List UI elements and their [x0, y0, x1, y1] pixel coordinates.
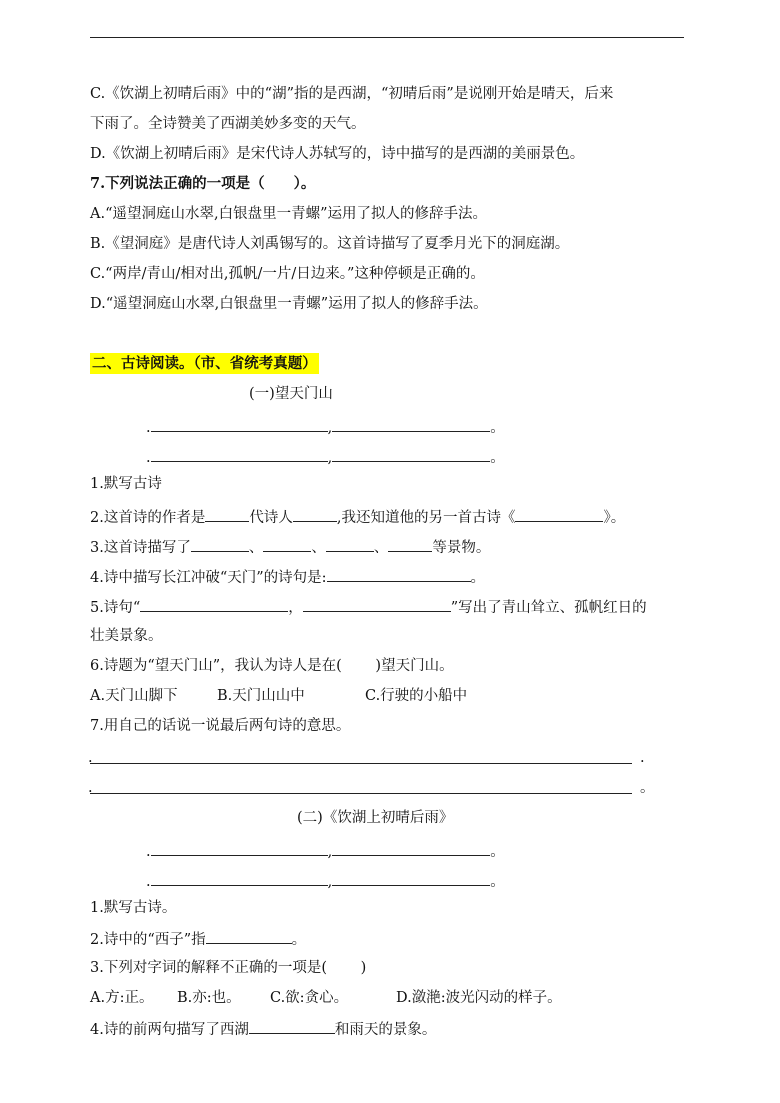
q7-option-c: C.“两岸/青山/相对出,孤帆/一片/日边来。”这种停顿是正确的。: [90, 266, 485, 282]
q4-text-b: 和雨天的景象。: [334, 1022, 437, 1038]
answer-blank[interactable]: [332, 840, 490, 856]
q3-option-b: B.亦:也。: [177, 990, 241, 1006]
answer-blank[interactable]: [206, 928, 292, 944]
answer-blank[interactable]: [332, 416, 490, 432]
comma: ,: [327, 450, 333, 466]
poem1-q3: 3.这首诗描写了 、 、 、 等景物。: [90, 536, 490, 558]
answer-line[interactable]: [90, 793, 632, 794]
comma: ,: [327, 874, 333, 890]
answer-blank[interactable]: [332, 870, 490, 886]
section-heading-text: 二、古诗阅读。（市、省统考真题）: [92, 355, 317, 372]
option-c-line1: C.《饮湖上初晴后雨》中的“湖”指的是西湖，“初晴后雨”是说刚开始是晴天，后来: [90, 86, 614, 102]
period: 。: [490, 450, 505, 466]
poem1-title: (一)望天门山: [249, 386, 333, 402]
dot: .: [640, 750, 645, 766]
answer-blank[interactable]: [140, 596, 288, 612]
q2-text-c: ,我还知道他的另一首古诗《: [336, 510, 516, 526]
poem1-q7: 7.用自己的话说一说最后两句诗的意思。: [90, 718, 351, 734]
dot: .: [146, 874, 151, 890]
q3-option-d: D.潋滟:波光闪动的样子。: [396, 990, 562, 1006]
poem1-q5-line2: 壮美景象。: [90, 628, 163, 644]
dot: .: [88, 780, 93, 796]
dot: .: [146, 844, 151, 860]
q5-text-b: ，: [288, 600, 303, 616]
q4-text-a: 4.诗的前两句描写了西湖: [90, 1022, 249, 1038]
q4-text-b: 。: [470, 570, 486, 586]
answer-blank[interactable]: [151, 446, 328, 462]
poem1-q4: [90, 566, 485, 588]
q7-stem: 7.下列说法正确的一项是（ ）。: [90, 175, 316, 192]
period: 。: [490, 420, 505, 436]
comma: ,: [327, 844, 333, 860]
answer-blank[interactable]: [205, 506, 249, 522]
answer-blank[interactable]: [327, 566, 471, 582]
poem1-recite-line1: [146, 416, 505, 438]
answer-blank[interactable]: [332, 446, 490, 462]
poem2-q2: [90, 928, 306, 950]
poem1-q5: [90, 596, 647, 618]
q3-option-c: C.欲:贪心。: [270, 990, 349, 1006]
answer-blank[interactable]: [515, 506, 603, 522]
answer-line[interactable]: [90, 763, 632, 764]
dot: .: [88, 750, 93, 766]
answer-blank[interactable]: [388, 536, 432, 552]
dot: .: [146, 450, 151, 466]
answer-blank[interactable]: [293, 506, 337, 522]
q7-option-d: D.“遥望洞庭山水翠,白银盘里一青螺”运用了拟人的修辞手法。: [90, 296, 488, 312]
poem2-recite-line2: [146, 870, 505, 892]
period: 。: [490, 874, 505, 890]
q3-text-b: 等景物。: [432, 540, 491, 556]
poem1-q1: 1.默写古诗: [90, 476, 162, 492]
period: 。: [490, 844, 505, 860]
answer-blank[interactable]: [151, 416, 328, 432]
poem2-title: (二)《饮湖上初晴后雨》: [297, 810, 454, 826]
q2-text-b: 。: [291, 932, 307, 948]
dot: .: [146, 420, 151, 436]
q6-option-b: B.天门山山中: [217, 688, 305, 704]
q6-option-a: A.天门山脚下: [90, 688, 178, 704]
q3-option-a: A.方:正。: [90, 990, 154, 1006]
answer-blank[interactable]: [326, 536, 374, 552]
answer-blank[interactable]: [151, 870, 328, 886]
header-rule: [90, 37, 684, 38]
poem2-q4: [90, 1018, 436, 1040]
q2-text-a: 2.这首诗的作者是: [90, 510, 206, 526]
poem1-q6: 6.诗题为“望天门山”，我认为诗人是在( )望天门山。: [90, 658, 454, 674]
option-d: D.《饮湖上初晴后雨》是宋代诗人苏轼写的，诗中描写的是西湖的美丽景色。: [90, 146, 585, 162]
q2-text-b: 代诗人: [249, 510, 293, 526]
q3-text-a: 3.这首诗描写了: [90, 540, 191, 556]
comma: ,: [327, 420, 333, 436]
answer-blank[interactable]: [151, 840, 328, 856]
answer-blank[interactable]: [191, 536, 249, 552]
q7-option-a: A.“遥望洞庭山水翠,白银盘里一青螺”运用了拟人的修辞手法。: [90, 206, 488, 222]
poem2-q3: 3.下列对字词的解释不正确的一项是( ): [90, 960, 367, 976]
section-heading: [90, 354, 319, 374]
q7-option-b: B.《望洞庭》是唐代诗人刘禹锡写的。这首诗描写了夏季月光下的洞庭湖。: [90, 236, 570, 252]
poem1-recite-line2: [146, 446, 505, 468]
option-c-line2: 下雨了。全诗赞美了西湖美妙多变的天气。: [90, 116, 366, 132]
q6-option-c: C.行驶的小船中: [365, 688, 468, 704]
answer-blank[interactable]: [263, 536, 311, 552]
poem1-q2: [90, 506, 625, 528]
answer-blank[interactable]: [303, 596, 451, 612]
q2-text-a: 2.诗中的“西子”指: [90, 932, 206, 948]
poem2-recite-line1: [146, 840, 505, 862]
q2-text-d: 》。: [603, 510, 626, 526]
q5-text-c: ”写出了青山耸立、孤帆红日的: [450, 600, 647, 616]
period: 。: [640, 780, 655, 796]
q5-text-a: 5.诗句“: [90, 600, 141, 616]
answer-blank[interactable]: [249, 1018, 335, 1034]
poem2-q1: 1.默写古诗。: [90, 900, 177, 916]
q4-text-a: 4.诗中描写长江冲破“天门”的诗句是:: [90, 570, 327, 586]
